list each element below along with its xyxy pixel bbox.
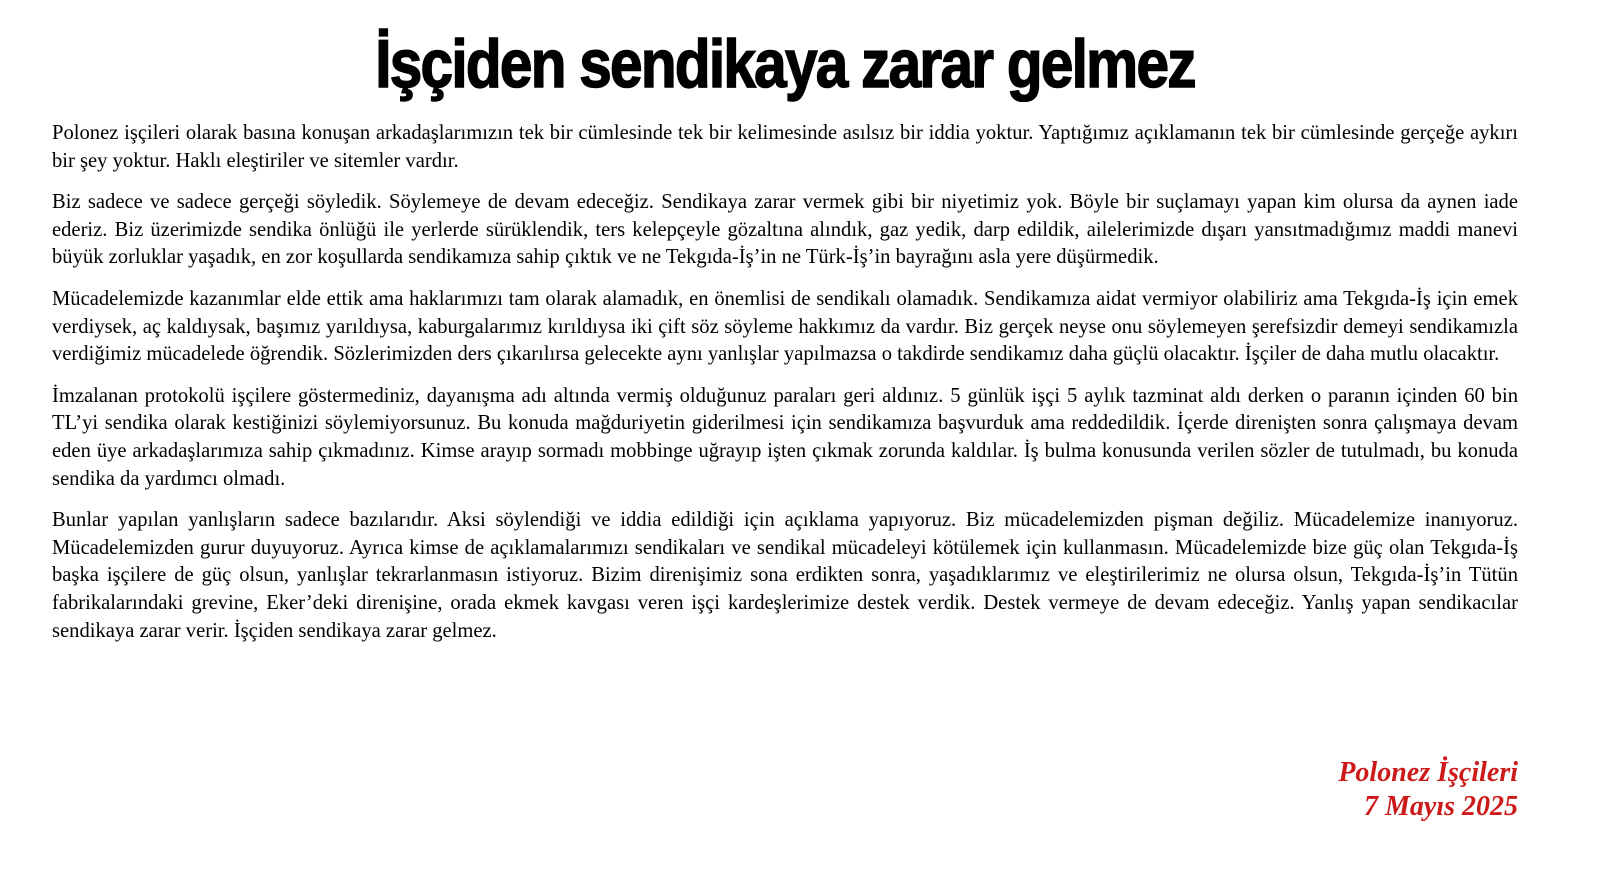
signature-author: Polonez İşçileri [1338, 757, 1518, 788]
signature-date: 7 Mayıs 2025 [1364, 791, 1518, 822]
paragraph: Biz sadece ve sadece gerçeği söyledik. Söylemeye de devam edeceğiz. Sendikaya zarar vermek gibi bir niyetimiz yok. Böyle bir suçlamayı yapan kim olursa da aynen iade ederiz. Biz üzerimizde sendika önlüğü ile yerlerde sürüklendik, ters kelepçeyle gözaltına alındık, gaz yedik, darp edildik, ailelerimizde dışarı yansıtmadığımız maddi manevi büyük zorluklar yaşadık, en zor koşullarda sendikamıza sahip çıktık ve ne Tekgıda-İş’in ne Türk-İş’in bayrağını asla yere düşürmedik. [52, 191, 1518, 269]
paragraph: Mücadelemizde kazanımlar elde ettik ama haklarımızı tam olarak alamadık, en önemlisi de sendikalı olamadık. Sendikamıza aidat vermiyor olabiliriz ama Tekgıda-İş için emek verdiysek, aç kaldıysak, başımız yarıldıysa, kaburgalarımız kırıldıysa iki çift söz söyleme hakkımız da vardır. Biz gerçek neyse onu söylemeyen şerefsizdir demeyi sendikamızla verdiğimiz mücadelede öğrendik. Sözlerimizden ders çıkarılırsa gelecekte aynı yanlışlar yapılmazsa o takdirde sendikamız daha güçlü olacaktır. İşçiler de daha mutlu olacaktır. [52, 287, 1518, 366]
paragraph: Polonez işçileri olarak basına konuşan arkadaşlarımızın tek bir cümlesinde tek bir kelimesinde asılsız bir iddia yoktur. Yaptığımız açıklamanın tek bir cümlesinde gerçeğe aykırı bir şey yoktur. Haklı eleştiriler ve sitemler vardır. [52, 122, 1518, 172]
signature-block [1338, 756, 1518, 824]
paragraph: İmzalanan protokolü işçilere göstermediniz, dayanışma adı altında vermiş olduğunuz paraları geri aldınız. 5 günlük işçi 5 aylık tazminat aldı derken o paranın içinden 60 bin TL’yi sendika olarak kestiğinizi söylemiyorsunuz. Bu konuda mağduriyetin giderilmesi için sendikamıza başvurduk ama reddedildik. İçerde direnişten sonra çalışmaya devam eden üye arkadaşlarımıza sahip çıkmadınız. Kimse arayıp sormadı mobbinge uğrayıp işten çıkmak zorunda kaldılar. İş bulma konusunda verilen sözler de tutulmadı, bu konuda sendika da yardımcı olmadı. [52, 384, 1518, 490]
paragraph: Bunlar yapılan yanlışların sadece bazılarıdır. Aksi söylendiği ve iddia edildiği için açıklama yapıyoruz. Biz mücadelemizden pişman değiliz. Mücadelemize inanıyoruz. Mücadelemizden gurur duyuyoruz. Ayrıca kimse de açıklamalarımızı sendikaları ve sendikal mücadeleyi kötülemek için kullanmasın. Mücadelemizde bize güç olan Tekgıda-İş başka işçilere de güç olsun, yanlışlar tekrarlanmasın istiyoruz. Bizim direnişimiz sona erdikten sonra, yaşadıklarımız ve eleştirilerimiz ne olursa olsun, Tekgıda-İş’in Tütün fabrikalarındaki grevine, Eker’deki direnişine, orada ekmek kavgası veren işçi kardeşlerimize destek verdik. Destek vermeye de devam edeceğiz. Yanlış yapan sendikacılar sendikaya zarar verir. İşçiden sendikaya zarar gelmez. [52, 509, 1518, 642]
statement-title: İşçiden sendikaya zarar gelmez [375, 26, 1195, 102]
statement-body [52, 120, 1518, 645]
